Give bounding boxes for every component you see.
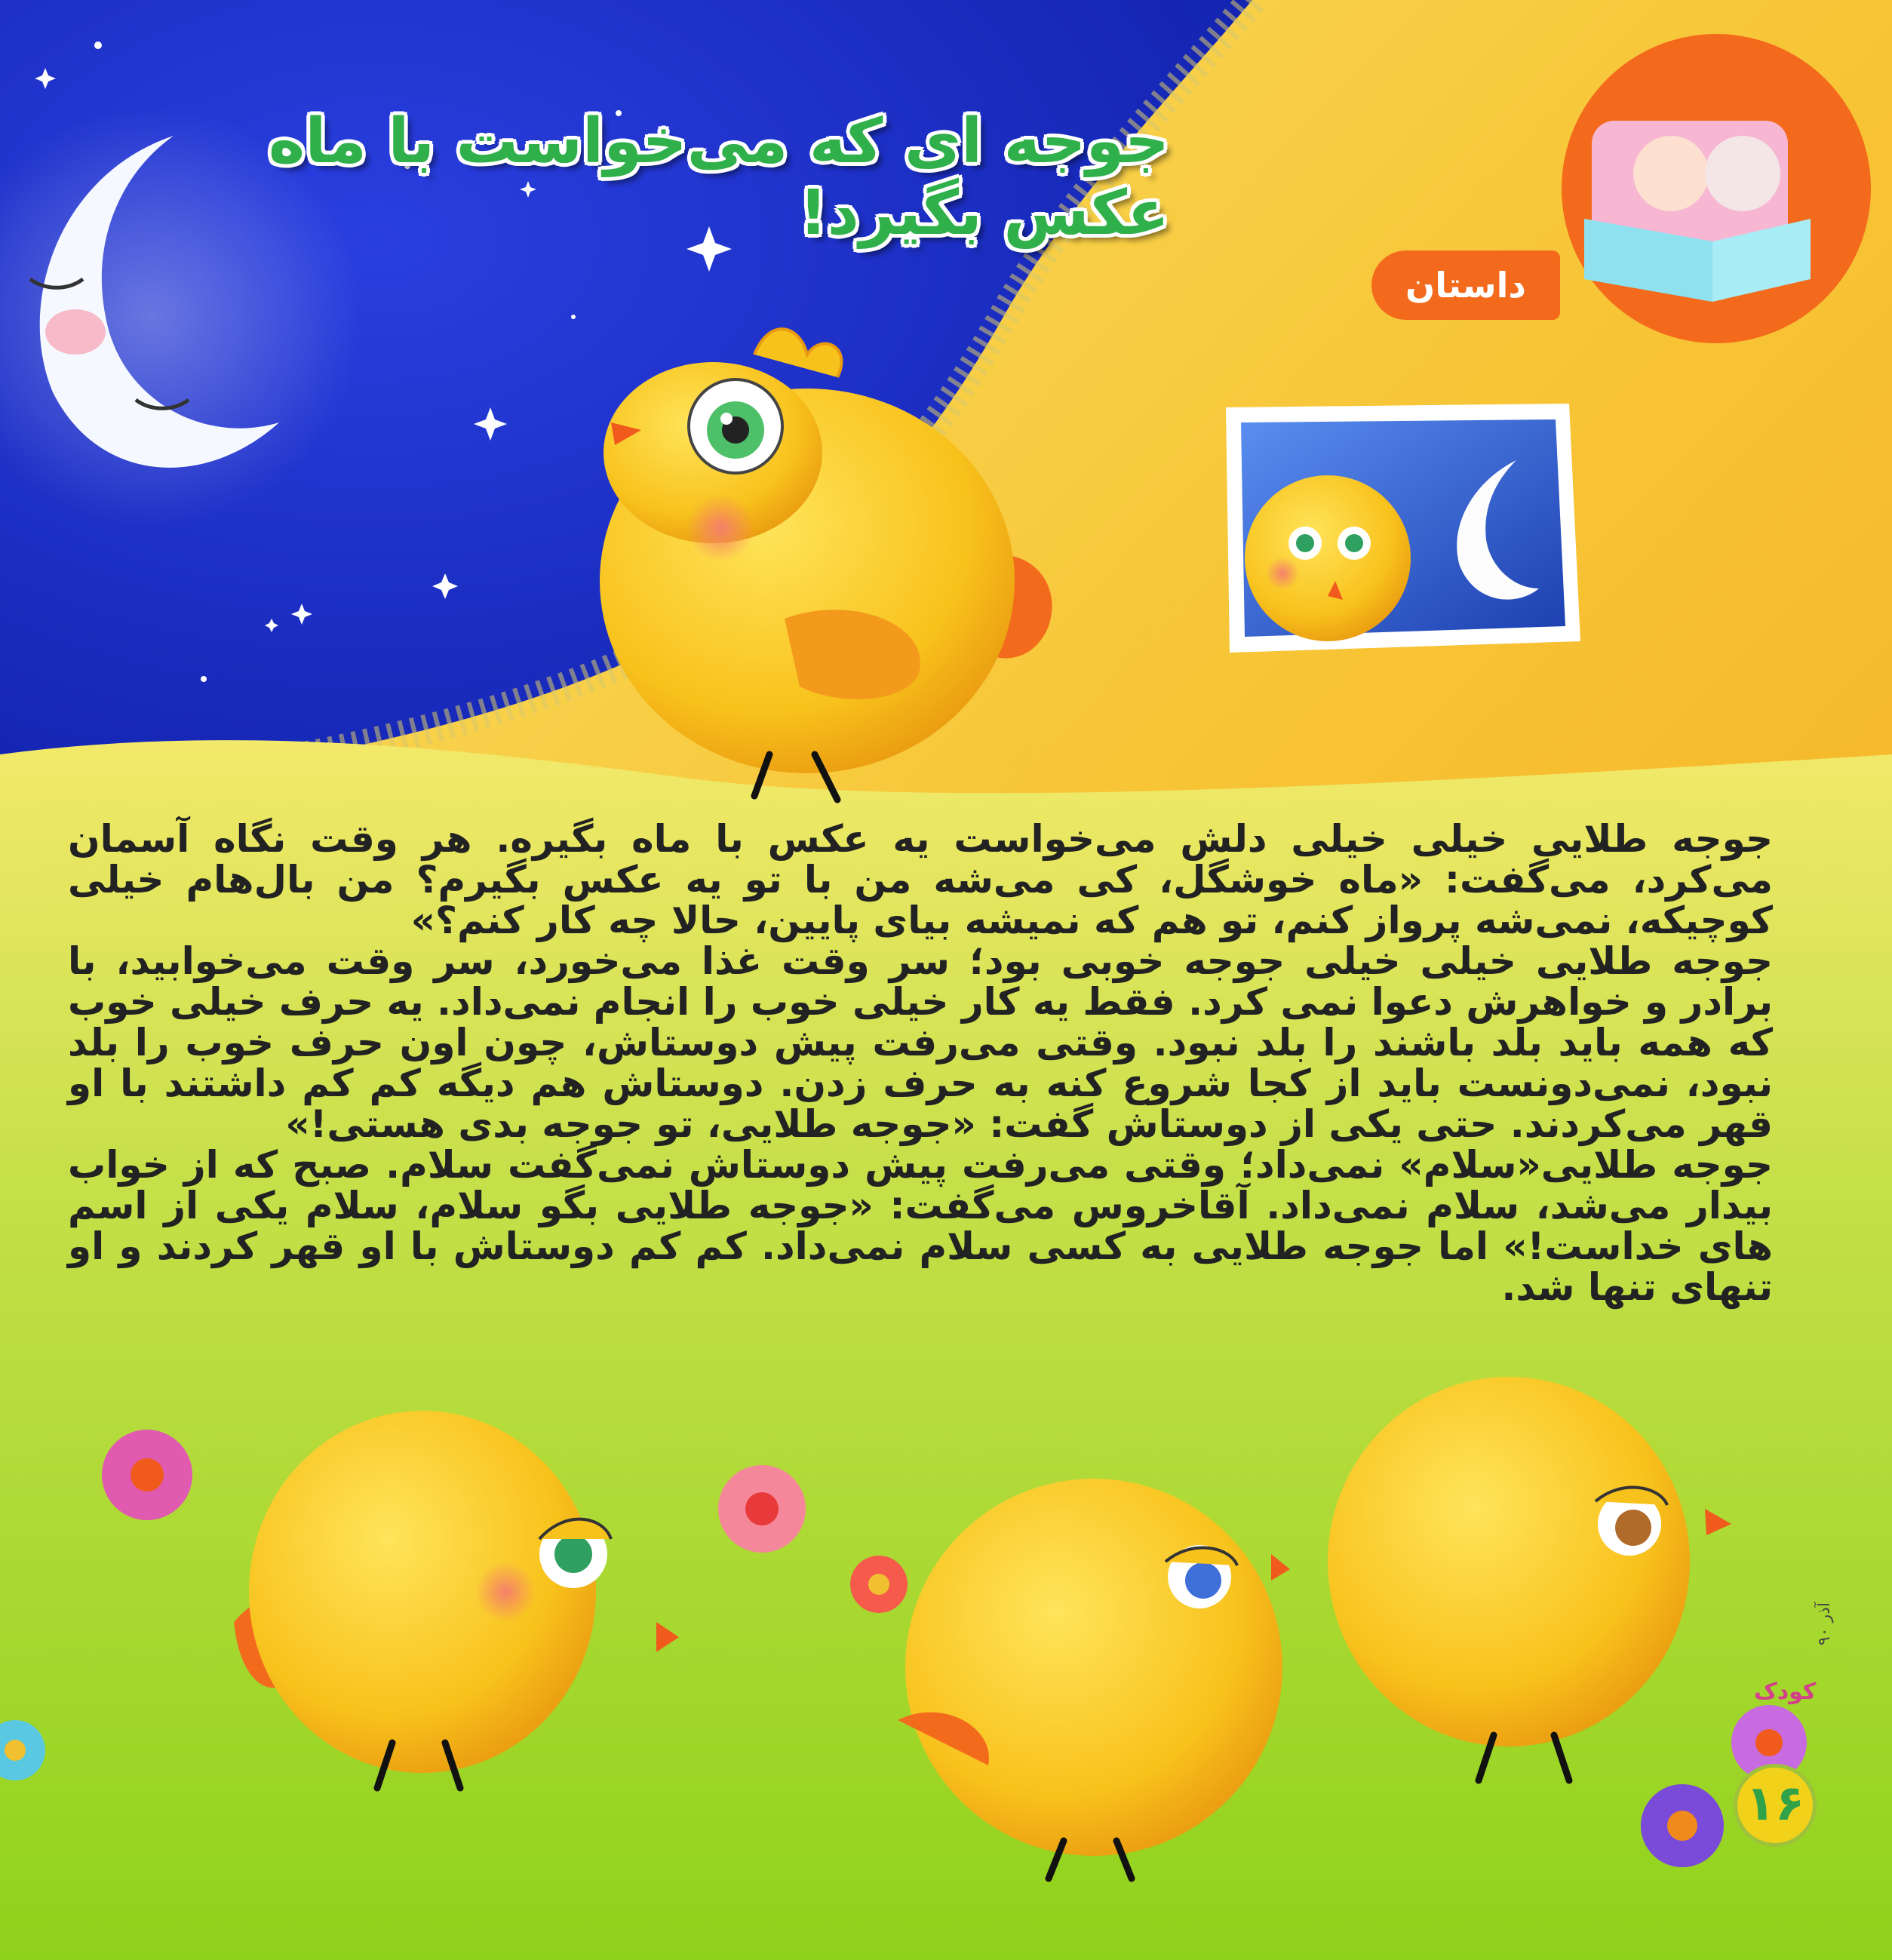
moon-photo — [1226, 404, 1580, 653]
reading-children-icon — [1562, 34, 1871, 343]
page-title: جوجه ای که می‌خواست با ماه عکس بگیرد! — [268, 106, 1169, 249]
story-paragraph: جوجه طلایی خیلی خیلی دلش می‌خواست یه عکس با ماه بگیره. هر وقت نگاه آسمان می‌کرد، می‌گفت: «ماه خوشگل، کی می‌شه من با تو یه عکس بگیرم؟ من بال‌هام خیلی کوچیکه، نمی‌شه پرواز کنم، تو هم که نمیشه بیای پایین، حالا چه کار کنم؟» — [68, 817, 1773, 942]
story-text — [68, 819, 1773, 1307]
issue-text: آذر ۹۰ — [1815, 1602, 1835, 1646]
story-paragraph: جوجه طلایی«سلام» نمی‌داد؛ وقتی می‌رفت پیش دوستاش نمی‌گفت سلام. صبح که از خواب بیدار می‌شد، سلام نمی‌داد. آقاخروس می‌گفت: «جوجه طلایی بگو سلام، سلام یکی از اسم های خداست!» اما جوجه طلایی به کسی سلام نمی‌داد. کم کم دوستاش با او قهر کردند و او تنهای تنها شد. — [68, 1143, 1773, 1309]
section-label: داستان — [1371, 250, 1560, 320]
magazine-logo: کودک — [1754, 1679, 1817, 1705]
page-number: ۱۶ — [1734, 1764, 1817, 1847]
story-paragraph: جوجه طلایی خیلی خیلی جوجه خوبی بود؛ سر وقت غذا می‌خورد، سر وقت می‌خوابید، با برادر و خواهرش دعوا نمی کرد. فقط یه کار خیلی خوب را انجام نمی‌داد. یه حرف خیلی خوب که همه باید بلد باشند را بلد نبود. وقتی می‌رفت پیش دوستاش، چون اون حرف خوب را بلد نبود، نمی‌دونست باید از کجا شروع کنه به حرف زدن. دوستاش هم دیگه کم کم داشتند با او قهر می‌کردند. حتی یکی از دوستاش گفت: «جوجه طلایی، تو جوجه بدی هستی!» — [68, 939, 1773, 1146]
